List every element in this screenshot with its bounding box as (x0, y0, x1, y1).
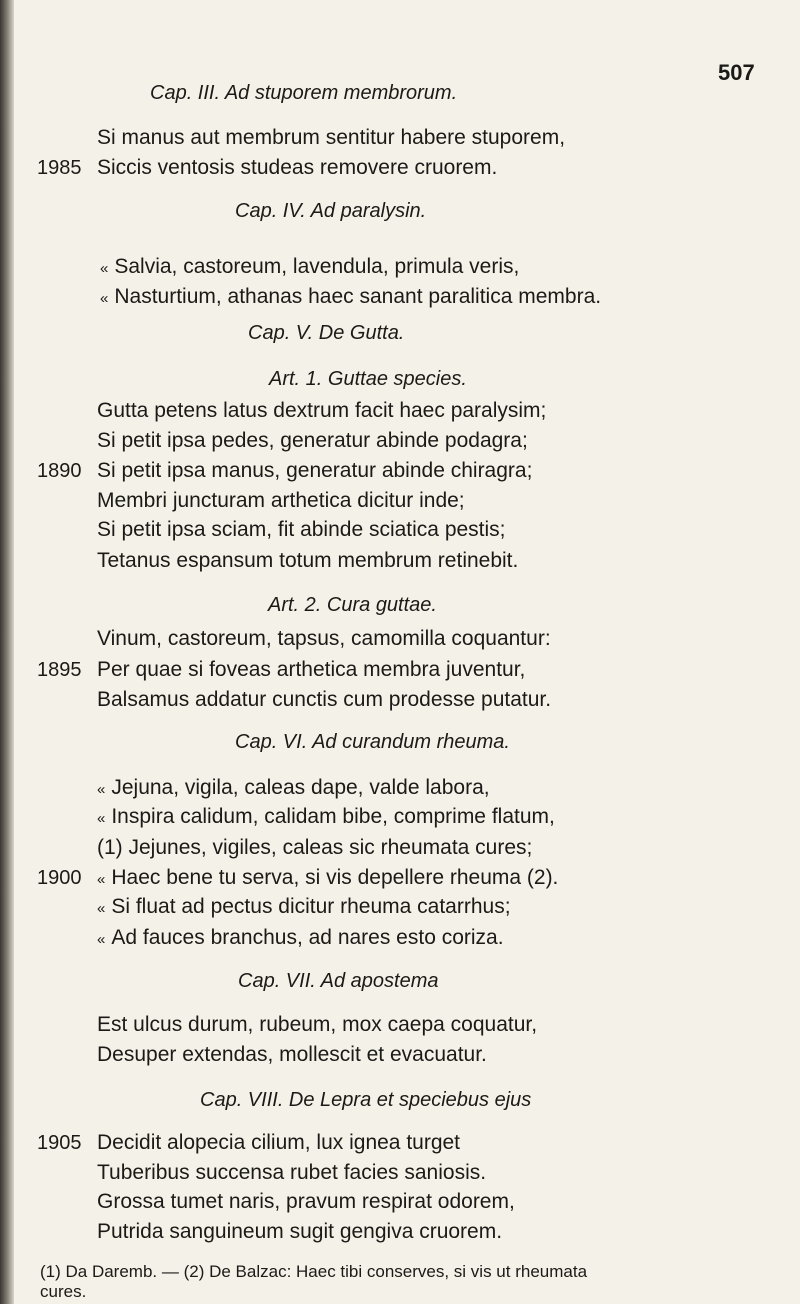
heading-text: Cap. VIII. De Lepra et speciebus ejus (200, 1089, 532, 1111)
line-text: Haec bene tu serva, si vis depellere rheuma (2). (111, 866, 559, 889)
line-text: Si petit ipsa pedes, generatur abinde podagra; (97, 429, 528, 452)
line-text: Si petit ipsa sciam, fit abinde sciatica pestis; (97, 518, 506, 541)
book-spine-shadow (0, 0, 14, 1304)
verse-line (97, 399, 546, 423)
quote-mark: « (97, 810, 106, 827)
verse-line (37, 1131, 461, 1155)
quote-mark: « (100, 290, 109, 307)
verse-line (97, 895, 511, 921)
heading-text: Art. 2. Cura guttae. (268, 594, 437, 616)
verse-line (97, 627, 551, 651)
line-text: (1) Da Daremb. — (2) De Balzac: Haec tibi conserves, si vis ut rheumata (40, 1262, 588, 1281)
verse-line (97, 776, 490, 802)
line-text: Vinum, castoreum, tapsus, camomilla coquantur: (97, 627, 551, 650)
heading-text: Cap. III. Ad stuporem membrorum. (150, 82, 458, 104)
verse-line (97, 518, 506, 542)
verse-line (37, 658, 526, 682)
line-text: Inspira calidum, calidam bibe, comprime flatum, (111, 805, 555, 828)
line-text: Siccis ventosis studeas removere cruorem. (97, 156, 498, 179)
section-heading (235, 199, 426, 223)
line-text: Gutta petens latus dextrum facit haec paralysim; (97, 399, 547, 422)
heading-text: Cap. IV. Ad paralysin. (235, 200, 427, 222)
line-text: Tuberibus succensa rubet facies saniosis. (97, 1161, 487, 1184)
heading-text: Art. 1. Guttae species. (269, 368, 467, 390)
verse-line (97, 836, 532, 860)
verse-line (97, 126, 565, 150)
verse-line (97, 549, 518, 573)
section-heading (238, 969, 438, 993)
verse-line (37, 459, 533, 483)
line-text: (1) Jejunes, vigiles, caleas sic rheumata cures; (97, 836, 533, 859)
page-number: 507 (718, 60, 755, 85)
line-text: Est ulcus durum, rubeum, mox caepa coquatur, (97, 1013, 538, 1036)
verse-line (97, 1161, 486, 1185)
line-text: Desuper extendas, mollescit et evacuatur. (97, 1043, 487, 1066)
line-text: Nasturtium, athanas haec sanant paralitica membra. (114, 285, 602, 308)
heading-text: Cap. VII. Ad apostema (238, 970, 439, 992)
quote-mark: « (97, 781, 106, 798)
line-number: 1890 (37, 460, 82, 482)
section-heading (150, 81, 457, 105)
line-text: Tetanus espansum totum membrum retinebit. (97, 549, 519, 572)
line-text: Membri juncturam arthetica dicitur inde; (97, 489, 465, 512)
section-heading (268, 593, 437, 617)
line-number: 1895 (37, 659, 82, 681)
heading-text: Cap. VI. Ad curandum rheuma. (235, 731, 510, 753)
line-number: 1905 (37, 1132, 82, 1154)
verse-line (37, 156, 498, 180)
line-text: Si petit ipsa manus, generatur abinde chiragra; (97, 459, 533, 482)
line-text: Si fluat ad pectus dicitur rheuma catarrhus; (111, 895, 511, 918)
section-heading (248, 321, 404, 345)
line-text: Si manus aut membrum sentitur habere stuporem, (97, 126, 566, 149)
line-text: Balsamus addatur cunctis cum prodesse putatur. (97, 688, 552, 711)
verse-line (97, 1043, 487, 1067)
verse-line (97, 429, 528, 453)
line-text: cures. (40, 1282, 87, 1301)
footnote-line (40, 1261, 587, 1283)
verse-line (37, 866, 559, 892)
quote-mark: « (97, 871, 106, 888)
verse-line (97, 489, 465, 513)
section-heading (235, 730, 510, 754)
line-text: Jejuna, vigila, caleas dape, valde labora, (111, 776, 490, 799)
verse-line (100, 285, 601, 311)
quote-mark: « (97, 931, 106, 948)
line-text: Grossa tumet naris, pravum respirat odorem, (97, 1190, 515, 1213)
quote-mark: « (97, 900, 106, 917)
line-text: Putrida sanguineum sugit gengiva cruorem. (97, 1220, 503, 1243)
line-text: Salvia, castoreum, lavendula, primula veris, (114, 255, 520, 278)
verse-line (97, 688, 551, 712)
verse-line (100, 255, 519, 281)
line-number: 1985 (37, 157, 82, 179)
heading-text: Cap. V. De Gutta. (248, 322, 405, 344)
verse-line (97, 1190, 515, 1214)
quote-mark: « (100, 260, 109, 277)
line-number: 1900 (37, 867, 82, 889)
line-text: Decidit alopecia cilium, lux ignea turget (97, 1131, 461, 1154)
section-heading (269, 367, 467, 391)
section-heading (200, 1088, 531, 1112)
verse-line (97, 926, 504, 952)
line-text: Ad fauces branchus, ad nares esto coriza. (111, 926, 504, 949)
verse-line (97, 1013, 537, 1037)
verse-line (97, 805, 555, 831)
verse-line (97, 1220, 502, 1244)
footnote-line (40, 1281, 86, 1303)
line-text: Per quae si foveas arthetica membra juventur, (97, 658, 526, 681)
